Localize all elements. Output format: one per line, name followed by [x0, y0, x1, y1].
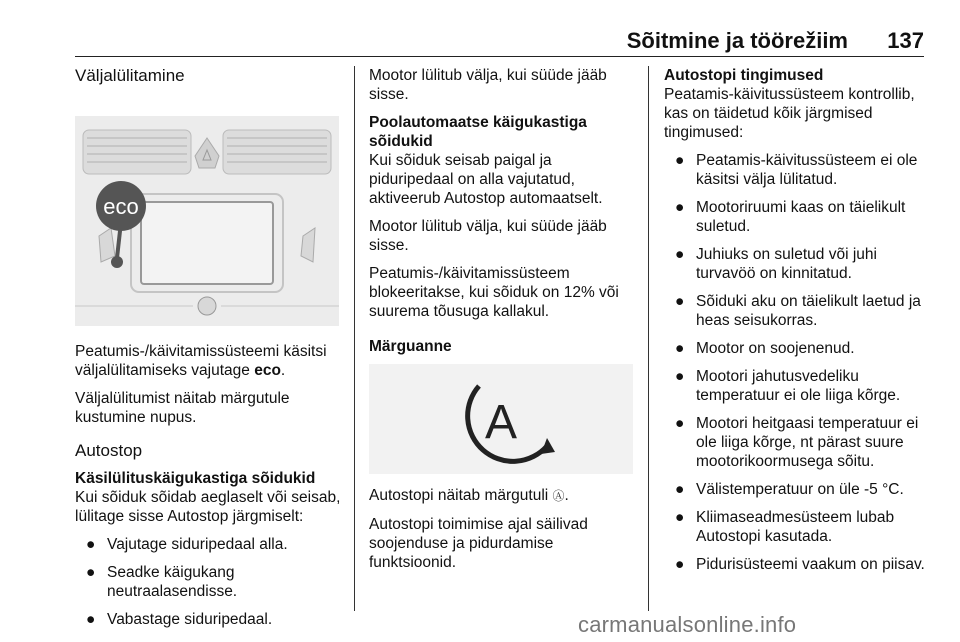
- paragraph: Peatumis-/käivitamissüsteem blokeeritakse, kui sõiduk on 12% või suurema tõusuga kallakul.: [369, 265, 619, 320]
- bullet-list: [75, 535, 343, 629]
- list-item: ● Sõiduki aku on täielikult laetud ja heas seisukorras.: [675, 293, 921, 329]
- paragraph: Väljalülitumist näitab märgutule kustumine nupus.: [75, 390, 290, 426]
- list-item: ● Juhiuks on suletud või juhi turvavöö on kinnitatud.: [675, 246, 877, 282]
- paragraph: Kui sõiduk seisab paigal ja piduripedaal on alla vajutatud, aktiveerub Autostop automaatselt.: [369, 152, 603, 207]
- column-divider: [648, 66, 649, 611]
- subheading: Poolautomaatse käigukastiga sõidukid: [369, 114, 587, 150]
- subheading: Märguanne: [369, 338, 452, 355]
- subheading: Käsilülituskäigukastiga sõidukid: [75, 470, 316, 487]
- watermark: carmanualsonline.info: [578, 612, 797, 637]
- paragraph: Mootor lülitub välja, kui süüde jääb sisse.: [369, 67, 607, 103]
- paragraph: Peatumis-/käivitamissüsteemi käsitsi väljalülitamiseks vajutage eco.: [75, 343, 327, 379]
- paragraph: Autostopi näitab märgutuli Ⓐ.: [369, 487, 569, 504]
- list-item: ● Mootori heitgaasi temperatuur ei ole liiga kõrge, nt pärast suure mootorikoormusega sõitu.: [675, 415, 919, 470]
- bullet-list: [664, 151, 928, 574]
- column-divider: [354, 66, 355, 611]
- page-number: 137: [887, 28, 924, 53]
- column-middle: [369, 66, 637, 581]
- column-left: [75, 66, 343, 638]
- indicator-letter: A: [484, 396, 518, 449]
- paragraph: Autostopi toimimise ajal säilivad soojenduse ja pidurdamise funktsioonid.: [369, 516, 588, 571]
- list-item: ● Pidurisüsteemi vaakum on piisav.: [675, 556, 925, 573]
- list-item: ● Mootori jahutusvedeliku temperatuur ei ole liiga kõrge.: [675, 368, 901, 404]
- list-item: ● Peatamis-käivitussüsteem ei ole käsitsi välja lülitatud.: [675, 152, 918, 188]
- list-item: ● Mootor on soojenenud.: [675, 340, 855, 357]
- eco-label: eco: [103, 194, 139, 219]
- column-right: [664, 66, 928, 583]
- list-item: ● Kliimaseadmesüsteem lubab Autostopi kasutada.: [675, 509, 895, 545]
- autostop-indicator-image: [369, 364, 633, 474]
- dashboard-eco-button-image: [75, 116, 339, 326]
- section-heading: Autostop: [75, 441, 143, 460]
- page-title: Sõitmine ja töörežiim: [626, 28, 848, 53]
- paragraph: Kui sõiduk sõidab aeglaselt või seisab, lülitage sisse Autostop järgmiselt:: [75, 489, 341, 525]
- list-item: ● Mootoriruumi kaas on täielikult suletud.: [675, 199, 906, 235]
- paragraph: Peatamis-käivitussüsteem kontrollib, kas on täidetud kõik järgmised tingimused:: [664, 86, 915, 141]
- section-heading: Väljalülitamine: [75, 66, 185, 85]
- list-item: ● Vabastage siduripedaal.: [86, 611, 273, 628]
- subheading: Autostopi tingimused: [664, 67, 824, 84]
- paragraph: Mootor lülitub välja, kui süüde jääb sisse.: [369, 218, 607, 254]
- list-item: ● Vajutage siduripedaal alla.: [86, 536, 288, 553]
- list-item: ● Seadke käigukang neutraalasendisse.: [86, 564, 238, 600]
- autostop-symbol-icon: Ⓐ: [552, 489, 565, 503]
- list-item: ● Välistemperatuur on üle -5 °C.: [675, 481, 904, 498]
- page-header: [75, 24, 924, 57]
